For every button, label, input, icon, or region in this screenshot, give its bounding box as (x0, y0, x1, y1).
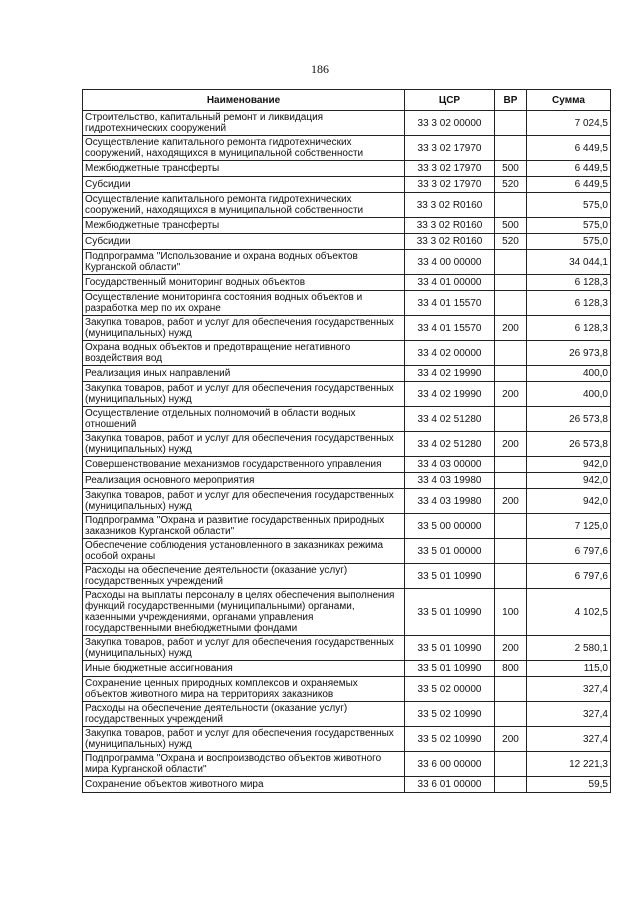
table-row (83, 407, 611, 432)
cell-vr: 500 (495, 218, 527, 234)
cell-csr: 33 4 02 00000 (405, 341, 495, 366)
cell-csr: 33 6 01 00000 (405, 777, 495, 793)
cell-sum: 6 449,5 (527, 177, 611, 193)
cell-csr: 33 4 03 19980 (405, 489, 495, 514)
cell-vr (495, 473, 527, 489)
cell-sum: 6 128,3 (527, 291, 611, 316)
cell-csr: 33 4 02 19990 (405, 366, 495, 382)
table-row (83, 136, 611, 161)
cell-vr: 200 (495, 489, 527, 514)
cell-vr (495, 341, 527, 366)
cell-name: Субсидии (83, 177, 405, 193)
cell-name: Осуществление отдельных полномочий в области водных отношений (83, 407, 405, 432)
cell-name: Реализация основного мероприятия (83, 473, 405, 489)
cell-csr: 33 5 01 10990 (405, 636, 495, 661)
cell-name: Иные бюджетные ассигнования (83, 661, 405, 677)
table-row (83, 275, 611, 291)
cell-name: Закупка товаров, работ и услуг для обеспечения государственных (муниципальных) нужд (83, 636, 405, 661)
cell-vr: 520 (495, 234, 527, 250)
cell-name: Закупка товаров, работ и услуг для обеспечения государственных (муниципальных) нужд (83, 489, 405, 514)
table-row (83, 457, 611, 473)
cell-csr: 33 3 02 R0160 (405, 218, 495, 234)
cell-name: Межбюджетные трансферты (83, 218, 405, 234)
cell-name: Расходы на выплаты персоналу в целях обеспечения выполнения функций государственными (муниципальными) органами, казенными учреждениями, органами управления государственными внебюджетными фондами (83, 589, 405, 636)
page-number: 186 (311, 62, 329, 76)
cell-name: Осуществление капитального ремонта гидротехнических сооружений, находящихся в муниципальной собственности (83, 193, 405, 218)
cell-vr: 200 (495, 316, 527, 341)
cell-sum: 942,0 (527, 489, 611, 514)
cell-sum: 6 449,5 (527, 161, 611, 177)
cell-csr: 33 4 02 51280 (405, 407, 495, 432)
cell-sum: 12 221,3 (527, 752, 611, 777)
table-row (83, 250, 611, 275)
cell-name: Расходы на обеспечение деятельности (оказание услуг) государственных учреждений (83, 564, 405, 589)
cell-sum: 7 125,0 (527, 514, 611, 539)
cell-csr: 33 4 03 00000 (405, 457, 495, 473)
header-vr: ВР (495, 90, 527, 111)
cell-sum: 327,4 (527, 677, 611, 702)
cell-vr (495, 111, 527, 136)
table-row (83, 589, 611, 636)
cell-csr: 33 3 02 R0160 (405, 234, 495, 250)
cell-sum: 34 044,1 (527, 250, 611, 275)
table-row (83, 636, 611, 661)
cell-sum: 327,4 (527, 727, 611, 752)
cell-name: Закупка товаров, работ и услуг для обеспечения государственных (муниципальных) нужд (83, 316, 405, 341)
cell-csr: 33 5 01 10990 (405, 661, 495, 677)
cell-sum: 6 797,6 (527, 539, 611, 564)
cell-sum: 59,5 (527, 777, 611, 793)
cell-vr (495, 291, 527, 316)
cell-csr: 33 3 02 17970 (405, 161, 495, 177)
cell-vr: 520 (495, 177, 527, 193)
table-header-row (83, 90, 611, 111)
table-row (83, 677, 611, 702)
cell-csr: 33 5 01 00000 (405, 539, 495, 564)
table-row (83, 564, 611, 589)
table-row (83, 111, 611, 136)
table-row (83, 316, 611, 341)
cell-sum: 26 573,8 (527, 407, 611, 432)
cell-sum: 400,0 (527, 366, 611, 382)
table-row (83, 539, 611, 564)
cell-sum: 6 128,3 (527, 316, 611, 341)
cell-sum: 575,0 (527, 234, 611, 250)
cell-name: Расходы на обеспечение деятельности (оказание услуг) государственных учреждений (83, 702, 405, 727)
cell-vr (495, 457, 527, 473)
cell-sum: 6 449,5 (527, 136, 611, 161)
table-row (83, 177, 611, 193)
cell-csr: 33 5 02 10990 (405, 702, 495, 727)
table-row (83, 341, 611, 366)
header-sum: Сумма (527, 90, 611, 111)
cell-csr: 33 3 02 00000 (405, 111, 495, 136)
cell-sum: 4 102,5 (527, 589, 611, 636)
cell-name: Государственный мониторинг водных объектов (83, 275, 405, 291)
cell-vr: 800 (495, 661, 527, 677)
cell-sum: 6 797,6 (527, 564, 611, 589)
cell-name: Строительство, капитальный ремонт и ликвидация гидротехнических сооружений (83, 111, 405, 136)
cell-vr (495, 752, 527, 777)
cell-name: Закупка товаров, работ и услуг для обеспечения государственных (муниципальных) нужд (83, 382, 405, 407)
cell-vr: 200 (495, 636, 527, 661)
table-row (83, 752, 611, 777)
cell-vr: 200 (495, 432, 527, 457)
cell-name: Подпрограмма "Охрана и развитие государственных природных заказников Курганской области" (83, 514, 405, 539)
table-row (83, 193, 611, 218)
cell-sum: 942,0 (527, 457, 611, 473)
table-row (83, 473, 611, 489)
cell-csr: 33 5 00 00000 (405, 514, 495, 539)
cell-csr: 33 3 02 17970 (405, 177, 495, 193)
table-row (83, 702, 611, 727)
cell-csr: 33 4 03 19980 (405, 473, 495, 489)
cell-vr (495, 366, 527, 382)
table-row (83, 218, 611, 234)
cell-csr: 33 5 02 00000 (405, 677, 495, 702)
table-row (83, 432, 611, 457)
table-row (83, 382, 611, 407)
cell-sum: 2 580,1 (527, 636, 611, 661)
cell-sum: 575,0 (527, 193, 611, 218)
table-row (83, 366, 611, 382)
cell-csr: 33 6 00 00000 (405, 752, 495, 777)
cell-name: Сохранение ценных природных комплексов и охраняемых объектов животного мира на территориях заказников (83, 677, 405, 702)
cell-name: Субсидии (83, 234, 405, 250)
cell-name: Реализация иных направлений (83, 366, 405, 382)
table-row (83, 489, 611, 514)
cell-csr: 33 3 02 17970 (405, 136, 495, 161)
cell-sum: 575,0 (527, 218, 611, 234)
cell-csr: 33 4 00 00000 (405, 250, 495, 275)
cell-csr: 33 4 01 15570 (405, 316, 495, 341)
cell-csr: 33 5 01 10990 (405, 564, 495, 589)
cell-csr: 33 3 02 R0160 (405, 193, 495, 218)
cell-csr: 33 4 01 15570 (405, 291, 495, 316)
cell-csr: 33 4 02 19990 (405, 382, 495, 407)
cell-vr (495, 514, 527, 539)
cell-csr: 33 4 01 00000 (405, 275, 495, 291)
cell-name: Охрана водных объектов и предотвращение негативного воздействия вод (83, 341, 405, 366)
cell-sum: 327,4 (527, 702, 611, 727)
cell-name: Подпрограмма "Использование и охрана водных объектов Курганской области" (83, 250, 405, 275)
budget-table (82, 89, 611, 793)
cell-sum: 26 973,8 (527, 341, 611, 366)
cell-vr (495, 677, 527, 702)
cell-vr: 200 (495, 382, 527, 407)
table-row (83, 727, 611, 752)
cell-sum: 7 024,5 (527, 111, 611, 136)
cell-name: Межбюджетные трансферты (83, 161, 405, 177)
cell-sum: 942,0 (527, 473, 611, 489)
cell-name: Совершенствование механизмов государственного управления (83, 457, 405, 473)
header-name: Наименование (83, 90, 405, 111)
header-csr: ЦСР (405, 90, 495, 111)
cell-vr (495, 275, 527, 291)
table-row (83, 514, 611, 539)
cell-name: Закупка товаров, работ и услуг для обеспечения государственных (муниципальных) нужд (83, 432, 405, 457)
cell-vr (495, 564, 527, 589)
cell-name: Закупка товаров, работ и услуг для обеспечения государственных (муниципальных) нужд (83, 727, 405, 752)
cell-csr: 33 4 02 51280 (405, 432, 495, 457)
cell-vr (495, 193, 527, 218)
cell-vr (495, 539, 527, 564)
cell-sum: 115,0 (527, 661, 611, 677)
cell-vr (495, 777, 527, 793)
cell-sum: 6 128,3 (527, 275, 611, 291)
cell-sum: 26 573,8 (527, 432, 611, 457)
cell-vr: 200 (495, 727, 527, 752)
table-row (83, 161, 611, 177)
cell-name: Сохранение объектов животного мира (83, 777, 405, 793)
cell-csr: 33 5 01 10990 (405, 589, 495, 636)
cell-name: Обеспечение соблюдения установленного в заказниках режима особой охраны (83, 539, 405, 564)
cell-csr: 33 5 02 10990 (405, 727, 495, 752)
table-row (83, 661, 611, 677)
cell-vr: 100 (495, 589, 527, 636)
cell-vr (495, 250, 527, 275)
table-row (83, 291, 611, 316)
cell-name: Осуществление капитального ремонта гидротехнических сооружений, находящихся в муниципальной собственности (83, 136, 405, 161)
cell-vr (495, 407, 527, 432)
cell-name: Подпрограмма "Охрана и воспроизводство объектов животного мира Курганской области" (83, 752, 405, 777)
cell-vr: 500 (495, 161, 527, 177)
cell-vr (495, 702, 527, 727)
cell-sum: 400,0 (527, 382, 611, 407)
cell-name: Осуществление мониторинга состояния водных объектов и разработка мер по их охране (83, 291, 405, 316)
table-body (83, 111, 611, 793)
table-row (83, 234, 611, 250)
table-row (83, 777, 611, 793)
cell-vr (495, 136, 527, 161)
